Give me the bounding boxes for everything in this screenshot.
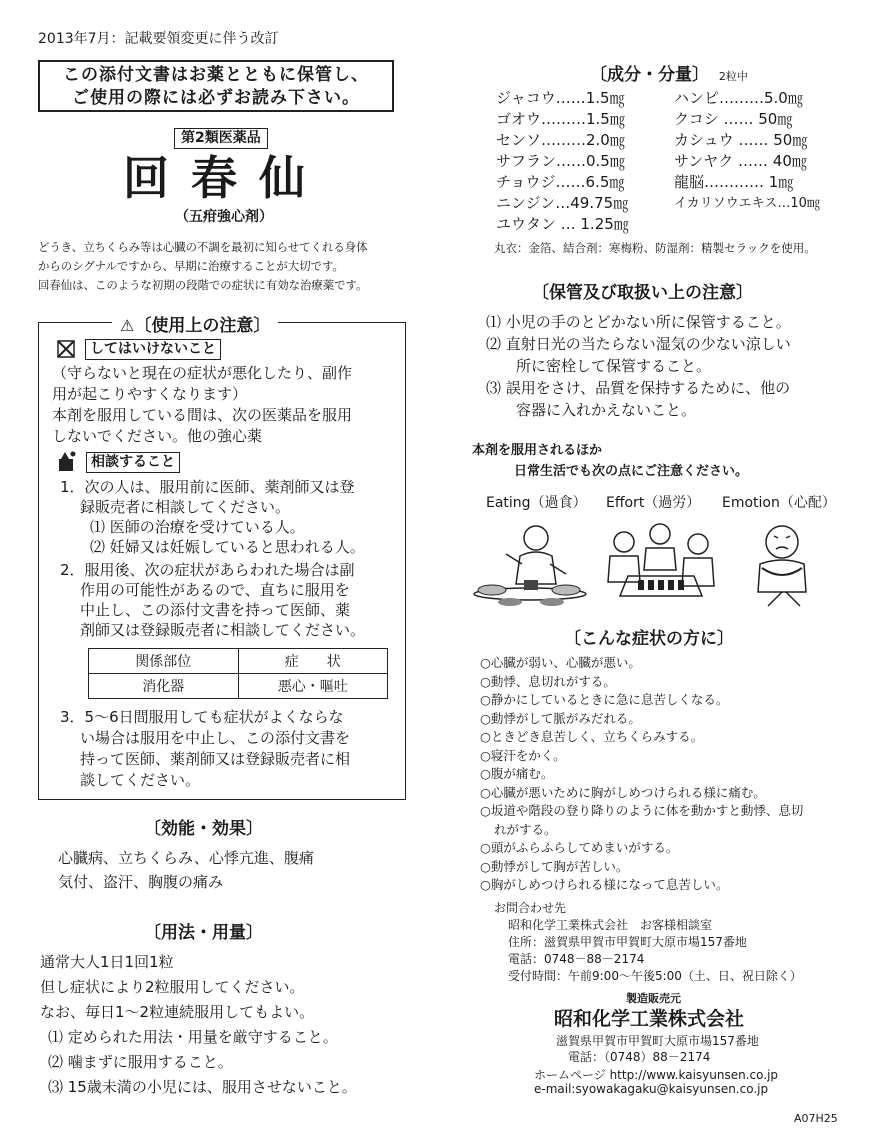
ingredient-item: クコシ …… 50㎎ bbox=[674, 110, 793, 128]
efficacy-line: 心臓病、立ちくらみ、心悸亢進、腹痛 bbox=[58, 849, 314, 867]
symptom-item: ○坂道や階段の登り降りのように体を動かすと動悸、息切 bbox=[480, 803, 804, 818]
intro-line: からのシグナルですから、早期に治療することが大切です。 bbox=[38, 259, 344, 273]
dosage-line: 通常大人1日1回1粒 bbox=[40, 953, 174, 971]
consult-item-line: い場合は服用を中止し、この添付文書を bbox=[80, 729, 351, 747]
daily-notice-line: 本剤を服用されるほか bbox=[472, 443, 603, 458]
dont-text bbox=[52, 363, 352, 447]
maker-phone: 電話：（0748）88－2174 bbox=[568, 1050, 711, 1064]
daily-notice bbox=[472, 440, 748, 482]
storage-list bbox=[486, 311, 791, 421]
consult-item-line: 中止し、この添付文書を持って医師、薬 bbox=[80, 601, 351, 619]
symptom-item: ○動悸がして胸が苦しい。 bbox=[480, 858, 629, 874]
efficacy-heading: 〔効能・効果〕 bbox=[144, 819, 263, 839]
dosage-note: ⑵ 噛まずに服用すること。 bbox=[48, 1053, 233, 1071]
usage-precautions-heading bbox=[112, 311, 278, 336]
symptom-item: ○腹が痛む。 bbox=[480, 766, 554, 781]
ingredients-right-list bbox=[674, 88, 820, 214]
prohibited-x-icon bbox=[56, 339, 76, 359]
dosage-heading: 〔用法・用量〕 bbox=[144, 923, 263, 943]
side-effect-table bbox=[88, 648, 388, 699]
consult-label: 相談すること bbox=[86, 452, 180, 473]
drug-class-badge: 第2類医薬品 bbox=[174, 128, 268, 149]
ingredients-note: 丸衣：金箔、結合剤：寒梅粉、防湿剤：精製セラックを使用。 bbox=[494, 241, 816, 255]
dosage-note: ⑶ 15歳未満の小児には、服用させないこと。 bbox=[48, 1078, 357, 1096]
table-header-row bbox=[89, 649, 388, 674]
maker-label: 製造販売元 bbox=[626, 992, 681, 1005]
ingredients-left-list bbox=[496, 88, 629, 235]
dosage-line: 但し症状により2粒服用してください。 bbox=[40, 978, 305, 996]
dont-label: してはいけないこと bbox=[85, 339, 221, 360]
ingredient-item: カシュウ …… 50㎎ bbox=[674, 131, 808, 149]
storage-notice-line: この添付文書はお薬とともに保管し、 bbox=[63, 65, 369, 85]
maker-website-link[interactable]: ホームページ http://www.kaisyunsen.co.jp bbox=[534, 1068, 779, 1082]
revision-note: 2013年7月：記載要領変更に伴う改訂 bbox=[38, 31, 279, 47]
ingredient-item: 龍脳………… 1㎎ bbox=[674, 173, 794, 191]
symptom-item: ○動悸、息切れがする。 bbox=[480, 673, 616, 689]
ingredient-item: ユウタン … 1.25㎎ bbox=[496, 215, 629, 233]
storage-item: ⑶ 誤用をさけ、品質を保持するために、他の bbox=[486, 379, 791, 397]
table-header-cell: 関係部位 bbox=[89, 649, 239, 674]
ingredient-item: ジャコウ……1.5㎎ bbox=[496, 89, 625, 107]
storage-item: ⑴ 小児の手のとどかない所に保管すること。 bbox=[486, 313, 791, 331]
warning-triangle-icon: ⚠ bbox=[120, 316, 135, 335]
storage-heading: 〔保管及び取扱い上の注意〕 bbox=[532, 283, 753, 303]
ingredient-item: サフラン……0.5㎎ bbox=[496, 152, 625, 170]
contact-line: 受付時間：午前9:00～午後5:00（土、日、祝日除く） bbox=[508, 969, 802, 983]
ingredients-heading-text: 〔成分・分量〕 bbox=[590, 65, 709, 85]
consult-speaker-icon bbox=[56, 450, 78, 472]
table-row bbox=[89, 674, 388, 699]
contact-line: 住所：滋賀県甲賀市甲賀町大原市場157番地 bbox=[508, 935, 747, 949]
maker-name: 昭和化学工業株式会社 bbox=[554, 1008, 745, 1030]
product-subtitle: （五疳強心剤） bbox=[175, 209, 273, 225]
consult-subitem: ⑴ 医師の治療を受けている人。 bbox=[90, 518, 305, 536]
ingredients-heading bbox=[590, 60, 748, 85]
ingredient-item: チョウジ……6.5㎎ bbox=[496, 173, 625, 191]
emotion-illustration bbox=[738, 516, 828, 608]
contact-title: お問合わせ先 bbox=[494, 901, 567, 915]
symptom-item-cont: れがする。 bbox=[494, 821, 557, 837]
dont-line: しないでください。他の強心薬 bbox=[52, 427, 263, 445]
consult-subitem: ⑵ 妊婦又は妊娠していると思われる人。 bbox=[90, 538, 365, 556]
eating-illustration bbox=[470, 516, 590, 608]
table-cell: 消化器 bbox=[89, 674, 239, 699]
efficacy-text bbox=[58, 846, 314, 894]
dont-line: 本剤を服用している間は、次の医薬品を服用 bbox=[52, 406, 353, 424]
symptom-item: ○ときどき息苦しく、立ちくらみする。 bbox=[480, 729, 704, 744]
ingredients-per: 2粒中 bbox=[718, 70, 748, 83]
table-cell: 悪心・嘔吐 bbox=[238, 674, 388, 699]
ingredient-item: ゴオウ………1.5㎎ bbox=[496, 110, 625, 128]
intro-text bbox=[38, 238, 408, 295]
caution-label-eating: Eating（過食） bbox=[486, 495, 587, 511]
caution-label-effort: Effort（過労） bbox=[606, 495, 701, 511]
ingredient-item: センソ………2.0㎎ bbox=[496, 131, 625, 149]
table-header-cell: 症 状 bbox=[238, 649, 388, 674]
storage-item-cont: 所に密栓して保管すること。 bbox=[516, 357, 712, 375]
consult-item-line: 録販売者に相談してください。 bbox=[80, 498, 291, 516]
daily-notice-line: 日常生活でも次の点にご注意ください。 bbox=[514, 464, 749, 479]
symptom-item: ○寝汗をかく。 bbox=[480, 747, 566, 763]
symptom-item: ○頭がふらふらしてめまいがする。 bbox=[480, 840, 679, 855]
ingredient-item: サンヤク …… 40㎎ bbox=[674, 152, 807, 170]
dosage-text bbox=[40, 950, 357, 1100]
symptom-item: ○動悸がして脈がみだれる。 bbox=[480, 710, 641, 726]
symptoms-heading: 〔こんな症状の方に〕 bbox=[564, 629, 734, 649]
contact-line: 昭和化学工業株式会社 お客様相談室 bbox=[508, 918, 713, 932]
contact-block bbox=[494, 900, 802, 985]
symptom-item: ○静かにしているときに急に息苦しくなる。 bbox=[480, 692, 729, 707]
consult-item-3 bbox=[60, 707, 350, 791]
contact-line: 電話：0748－88－2174 bbox=[508, 952, 645, 966]
ingredient-item: ニンジン…49.75㎎ bbox=[496, 194, 629, 212]
intro-line: どうき、立ちくらみ等は心臓の不調を最初に知らせてくれる身体 bbox=[38, 240, 368, 254]
storage-item: ⑵ 直射日光の当たらない湿気の少ない涼しい bbox=[486, 335, 791, 353]
maker-email-link[interactable]: e-mail:syowakagaku@kaisyunsen.co.jp bbox=[534, 1082, 769, 1096]
maker-address: 滋賀県甲賀市甲賀町大原市場157番地 bbox=[556, 1034, 759, 1048]
consult-item-line: 剤師又は登録販売者に相談してください。 bbox=[80, 621, 366, 639]
storage-notice-line: ご使用の際には必ずお読み下さい。 bbox=[72, 88, 360, 108]
dosage-note: ⑴ 定められた用法・用量を厳守すること。 bbox=[48, 1028, 338, 1046]
consult-item-line: 持って医師、薬剤師又は登録販売者に相 bbox=[80, 750, 351, 768]
consult-item-line: 談してください。 bbox=[80, 771, 201, 789]
product-name: 回春仙 bbox=[123, 151, 327, 205]
usage-heading-text: 〔使用上の注意〕 bbox=[134, 316, 271, 336]
efficacy-line: 気付、盗汗、胸腹の痛み bbox=[58, 873, 224, 891]
symptom-item: ○胸がしめつけられる様になって息苦しい。 bbox=[480, 877, 729, 892]
consult-item-line: 2．服用後、次の症状があらわれた場合は副 bbox=[60, 561, 355, 579]
consult-item-2 bbox=[60, 560, 365, 640]
effort-illustration bbox=[598, 516, 722, 608]
symptom-item: ○心臓が弱い、心臓が悪い。 bbox=[480, 655, 641, 670]
ingredient-item: ハンピ………5.0㎎ bbox=[674, 89, 803, 107]
caution-label-emotion: Emotion（心配） bbox=[722, 495, 836, 511]
consult-item-line: 3．5～6日間服用しても症状がよくならな bbox=[60, 708, 344, 726]
consult-item-line: 1．次の人は、服用前に医師、薬剤師又は登 bbox=[60, 478, 355, 496]
symptoms-list bbox=[480, 654, 803, 895]
dont-line: 用が起こりやすくなります） bbox=[52, 385, 248, 403]
consult-item-line: 作用の可能性があるので、直ちに服用を bbox=[80, 581, 350, 599]
dont-line: （守らないと現在の症状が悪化したり、副作 bbox=[52, 364, 353, 382]
ingredient-item: イカリソウエキス…10㎎ bbox=[674, 196, 820, 211]
document-code: A07H25 bbox=[794, 1112, 838, 1125]
storage-item-cont: 容器に入れかえないこと。 bbox=[516, 401, 697, 419]
dosage-line: なお、毎日1～2粒連続服用してもよい。 bbox=[40, 1003, 315, 1021]
symptom-item: ○心臓が悪いために胸がしめつけられる様に痛む。 bbox=[480, 784, 766, 800]
storage-notice-box bbox=[38, 60, 394, 112]
consult-item-1 bbox=[60, 477, 365, 557]
intro-line: 回春仙は、このような初期の段階での症状に有効な治療薬です。 bbox=[38, 278, 368, 292]
